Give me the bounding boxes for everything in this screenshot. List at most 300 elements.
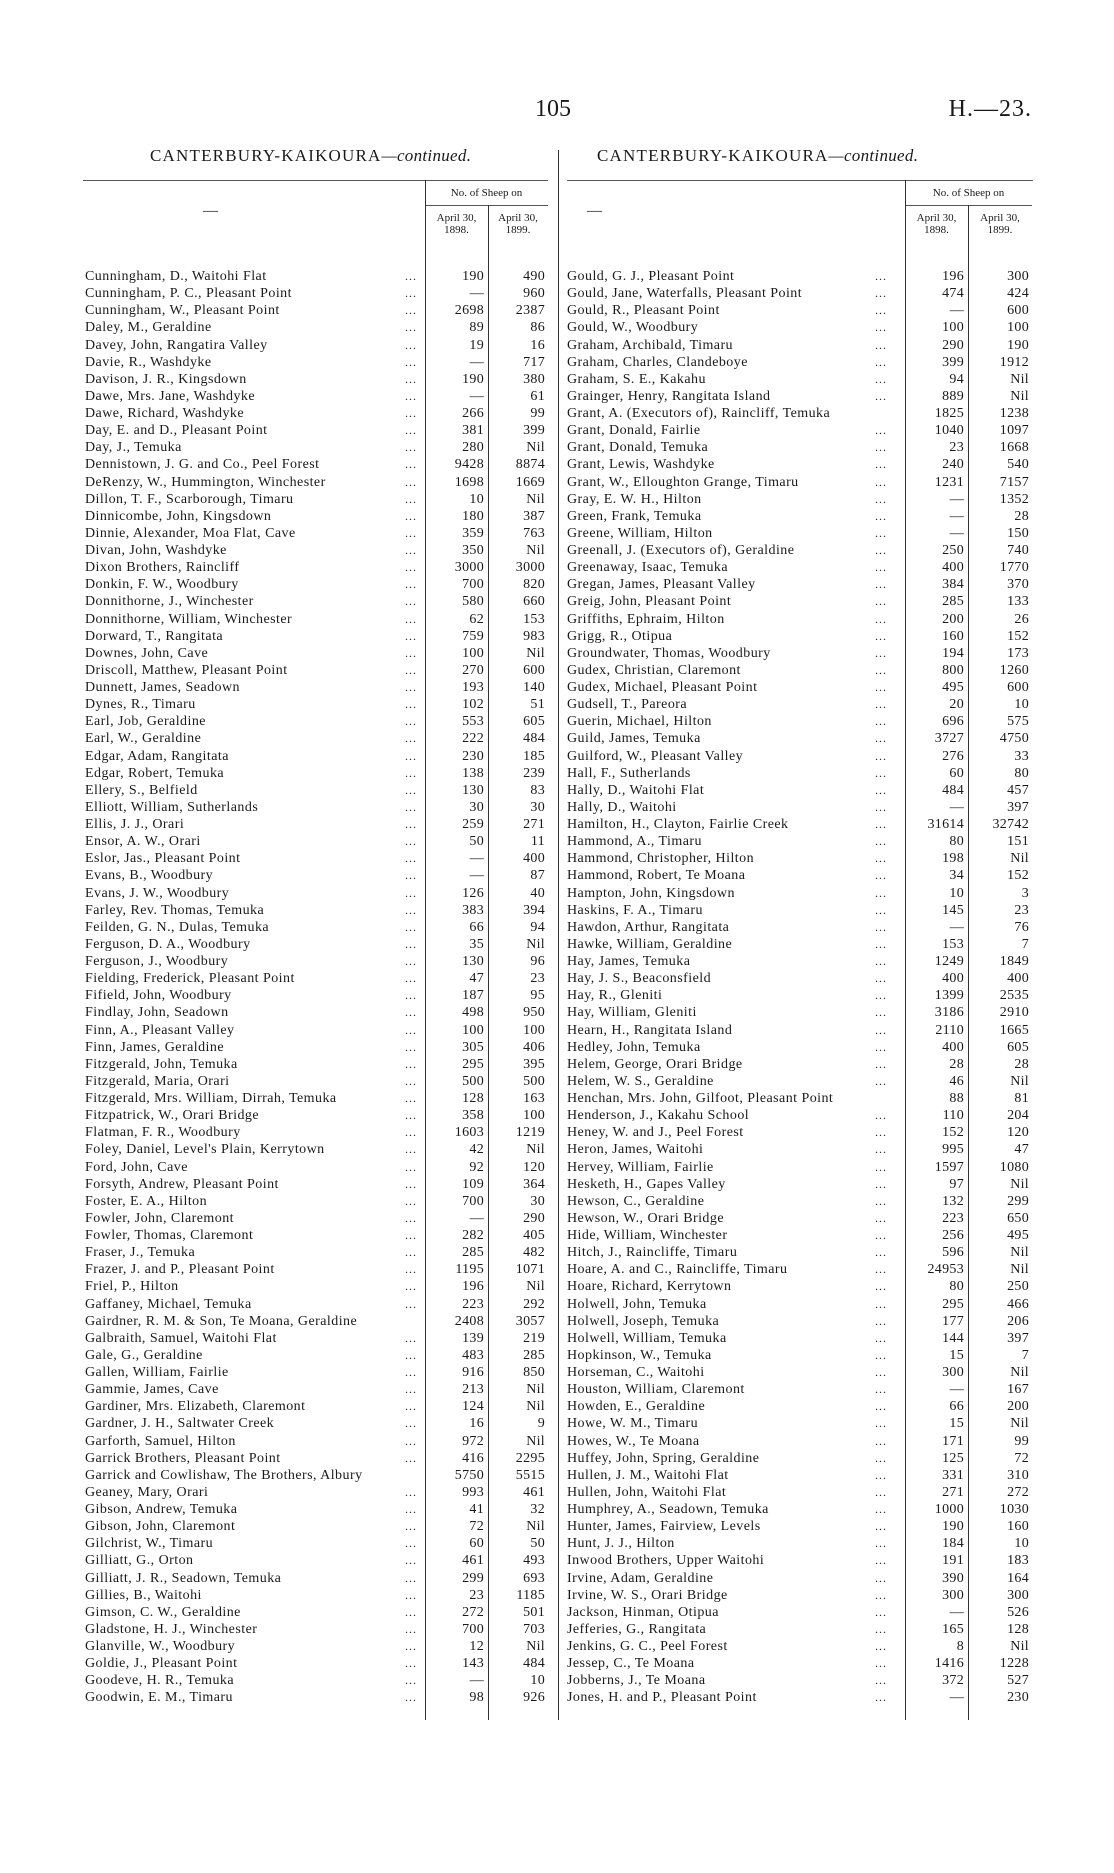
leader-dots: ... bbox=[405, 303, 417, 318]
left-header-rule bbox=[83, 180, 548, 181]
owner-name-location: Helem, W. S., Geraldine bbox=[567, 1073, 714, 1089]
owner-name-location: Jackson, Hinman, Otipua bbox=[567, 1604, 719, 1620]
leader-dots: ... bbox=[875, 1073, 887, 1088]
table-row bbox=[567, 799, 1032, 816]
sheep-count-1898: 223 bbox=[462, 1296, 484, 1312]
table-row bbox=[567, 1313, 1032, 1330]
sheep-count-1899: 153 bbox=[523, 611, 545, 627]
owner-name-location: Greenall, J. (Executors of), Geraldine bbox=[567, 543, 795, 558]
owner-name-location: Gould, R., Pleasant Point bbox=[567, 303, 720, 319]
owner-name-location: Flatman, F. R., Woodbury bbox=[85, 1125, 241, 1141]
owner-name-location: Hammond, Christopher, Hilton bbox=[567, 851, 755, 867]
leader-dots: ... bbox=[405, 936, 417, 951]
owner-name-location: Gould, W., Woodbury bbox=[567, 320, 699, 336]
leader-dots: ... bbox=[405, 645, 417, 660]
sheep-count-1898: 285 bbox=[462, 1245, 484, 1261]
sheep-count-1899: 3057 bbox=[515, 1313, 545, 1329]
sheep-count-1898: 696 bbox=[942, 714, 964, 730]
leader-dots: ... bbox=[405, 1382, 417, 1397]
sheep-count-1899: 83 bbox=[530, 782, 545, 798]
owner-name-location: Groundwater, Thomas, Woodbury bbox=[567, 645, 771, 661]
table-row bbox=[85, 1159, 548, 1176]
owner-name-location: Hoare, A. and C., Raincliffe, Timaru bbox=[567, 1262, 788, 1278]
leader-dots: ... bbox=[405, 885, 417, 900]
table-row bbox=[567, 1039, 1032, 1056]
table-row bbox=[567, 1176, 1032, 1193]
owner-name-location: Cunningham, D., Waitohi Flat bbox=[85, 269, 267, 284]
owner-name-location: Graham, Archibald, Timaru bbox=[567, 337, 734, 353]
left-column-header-year: 1899. bbox=[505, 224, 531, 236]
table-row bbox=[85, 1176, 548, 1193]
sheep-count-1898: — bbox=[949, 1382, 964, 1398]
sheep-count-1899: 1228 bbox=[999, 1656, 1029, 1672]
table-row bbox=[85, 1535, 548, 1552]
owner-name-location: Dunnett, James, Seadown bbox=[85, 680, 240, 695]
sheep-count-1898: 2408 bbox=[454, 1313, 484, 1329]
sheep-count-1898: 290 bbox=[942, 337, 964, 353]
table-row bbox=[567, 1278, 1032, 1295]
owner-name-location: Hally, D., Waitohi Flat bbox=[567, 782, 705, 798]
owner-name-location: Dawe, Richard, Washdyke bbox=[85, 406, 245, 421]
table-row bbox=[567, 1107, 1032, 1124]
sheep-count-1898: 198 bbox=[942, 851, 964, 867]
owner-name-location: Grant, Donald, Fairlie bbox=[567, 423, 701, 439]
sheep-count-1898: 759 bbox=[462, 628, 484, 644]
sheep-count-1899: 960 bbox=[523, 286, 545, 302]
owner-name-location: Garrick Brothers, Pleasant Point bbox=[85, 1450, 281, 1466]
owner-name-location: Gould, Jane, Waterfalls, Pleasant Point bbox=[567, 286, 803, 302]
table-row bbox=[567, 1004, 1032, 1021]
left-column-header-date: April 30, bbox=[498, 212, 538, 224]
sheep-count-1899: 703 bbox=[523, 1621, 545, 1637]
sheep-count-1898: 194 bbox=[942, 645, 964, 661]
owner-name-location: Jessep, C., Te Moana bbox=[567, 1656, 695, 1672]
sheep-count-1899: 100 bbox=[523, 1108, 545, 1124]
sheep-count-1899: 527 bbox=[1007, 1673, 1029, 1689]
table-row bbox=[85, 1604, 548, 1621]
owner-name-location: Gibson, Andrew, Temuka bbox=[85, 1502, 238, 1517]
table-row bbox=[85, 902, 548, 919]
sheep-count-1898: 213 bbox=[462, 1382, 484, 1398]
sheep-count-1898: 381 bbox=[462, 423, 484, 439]
sheep-count-1898: 5750 bbox=[454, 1467, 484, 1483]
sheep-count-1898: 110 bbox=[942, 1108, 964, 1124]
table-row bbox=[567, 782, 1032, 799]
table-row bbox=[85, 1244, 548, 1261]
owner-name-location: Gillies, B., Waitohi bbox=[85, 1587, 202, 1603]
leader-dots: ... bbox=[875, 662, 887, 677]
sheep-count-1898: 889 bbox=[942, 388, 964, 404]
leader-dots: ... bbox=[875, 765, 887, 780]
owner-name-location: Green, Frank, Temuka bbox=[567, 508, 702, 524]
table-row bbox=[567, 765, 1032, 782]
leader-dots: ... bbox=[405, 1690, 417, 1705]
sheep-count-1898: 80 bbox=[949, 1279, 964, 1295]
leader-dots: ... bbox=[875, 1604, 887, 1619]
leader-dots: ... bbox=[405, 406, 417, 420]
right-name-column-header: — bbox=[587, 203, 602, 219]
sheep-count-1898: 50 bbox=[469, 834, 484, 850]
table-row bbox=[567, 953, 1032, 970]
sheep-count-1898: 190 bbox=[942, 1519, 964, 1535]
sheep-count-1899: 500 bbox=[523, 1073, 545, 1089]
owner-name-location: Hesketh, H., Gapes Valley bbox=[567, 1176, 726, 1192]
leader-dots: ... bbox=[875, 680, 887, 694]
table-row bbox=[567, 987, 1032, 1004]
owner-name-location: Findlay, John, Seadown bbox=[85, 1005, 229, 1021]
sheep-count-1898: 272 bbox=[462, 1604, 484, 1620]
sheep-count-1899: 96 bbox=[530, 954, 545, 969]
owner-name-location: Earl, Job, Geraldine bbox=[85, 714, 206, 730]
sheep-count-1899: 3 bbox=[1021, 885, 1029, 901]
sheep-count-1898: 916 bbox=[462, 1365, 484, 1380]
sheep-count-1899: 605 bbox=[523, 714, 545, 730]
owner-name-location: Evans, B., Woodbury bbox=[85, 868, 214, 884]
leader-dots: ... bbox=[405, 1073, 417, 1088]
table-row bbox=[567, 1330, 1032, 1347]
sheep-count-1899: 395 bbox=[523, 1056, 545, 1072]
table-row bbox=[85, 576, 548, 593]
owner-name-location: Howes, W., Te Moana bbox=[567, 1433, 700, 1449]
table-row bbox=[85, 645, 548, 662]
owner-name-location: Hawdon, Arthur, Rangitata bbox=[567, 919, 730, 935]
leader-dots: ... bbox=[405, 1502, 417, 1516]
sheep-count-1898: 3727 bbox=[934, 731, 964, 747]
table-row bbox=[85, 1073, 548, 1090]
leader-dots: ... bbox=[875, 474, 887, 489]
sheep-count-1899: 3000 bbox=[515, 560, 545, 576]
sheep-count-1899: Nil bbox=[1010, 371, 1029, 387]
owner-name-location: Davey, John, Rangatira Valley bbox=[85, 337, 268, 353]
sheep-count-1898: 184 bbox=[942, 1536, 964, 1552]
sheep-count-1898: 60 bbox=[949, 765, 964, 781]
table-row bbox=[567, 285, 1032, 302]
leader-dots: ... bbox=[875, 286, 887, 301]
owner-name-location: Hedley, John, Temuka bbox=[567, 1039, 701, 1055]
sheep-count-1898: — bbox=[949, 799, 964, 815]
sheep-count-1898: 271 bbox=[942, 1484, 964, 1500]
owner-name-location: Ensor, A. W., Orari bbox=[85, 834, 201, 850]
sheep-count-1898: 331 bbox=[942, 1467, 964, 1483]
table-row bbox=[85, 439, 548, 456]
sheep-count-1899: 80 bbox=[1014, 765, 1029, 781]
owner-name-location: Garforth, Samuel, Hilton bbox=[85, 1433, 236, 1449]
sheep-count-1899: 76 bbox=[1014, 919, 1029, 935]
sheep-count-1898: 200 bbox=[942, 611, 964, 627]
left-title-text: CANTERBURY-KAIKOURA bbox=[150, 146, 382, 165]
leader-dots: ... bbox=[405, 1176, 417, 1191]
sheep-count-1898: — bbox=[949, 491, 964, 507]
sheep-count-1898: 2698 bbox=[454, 303, 484, 319]
sheep-count-1898: 1698 bbox=[454, 474, 484, 490]
leader-dots: ... bbox=[405, 731, 417, 746]
table-row bbox=[85, 388, 548, 405]
sheep-count-1899: 7 bbox=[1021, 1347, 1029, 1363]
table-row bbox=[567, 1672, 1032, 1689]
leader-dots: ... bbox=[875, 1570, 887, 1585]
sheep-count-1899: Nil bbox=[526, 645, 545, 661]
table-row bbox=[567, 1570, 1032, 1587]
sheep-count-1898: 1231 bbox=[934, 474, 964, 490]
owner-name-location: Griffiths, Ephraim, Hilton bbox=[567, 611, 725, 627]
sheep-count-1898: 15 bbox=[949, 1416, 964, 1432]
right-column-header-year: 1898. bbox=[924, 224, 949, 236]
owner-name-location: Greenaway, Isaac, Temuka bbox=[567, 560, 729, 576]
sheep-count-1899: Nil bbox=[526, 1142, 545, 1158]
owner-name-location: Fielding, Frederick, Pleasant Point bbox=[85, 971, 295, 987]
leader-dots: ... bbox=[405, 971, 417, 986]
leader-dots: ... bbox=[875, 1347, 887, 1362]
owner-name-location: Feilden, G. N., Dulas, Temuka bbox=[85, 919, 270, 935]
owner-name-location: Ford, John, Cave bbox=[85, 1159, 188, 1175]
table-row bbox=[85, 1039, 548, 1056]
owner-name-location: Gairdner, R. M. & Son, Te Moana, Geraldine bbox=[85, 1313, 358, 1329]
sheep-count-1898: 400 bbox=[942, 560, 964, 576]
leader-dots: ... bbox=[875, 1056, 887, 1071]
owner-name-location: Gimson, C. W., Geraldine bbox=[85, 1604, 241, 1620]
sheep-count-1898: 256 bbox=[942, 1228, 964, 1243]
sheep-count-1898: 270 bbox=[462, 662, 484, 678]
sheep-count-1898: 10 bbox=[469, 491, 484, 507]
table-row bbox=[567, 388, 1032, 405]
sheep-count-1898: 130 bbox=[462, 782, 484, 798]
owner-name-location: Gould, G. J., Pleasant Point bbox=[567, 269, 735, 284]
table-row bbox=[85, 1638, 548, 1655]
leader-dots: ... bbox=[405, 1553, 417, 1568]
table-row bbox=[567, 1552, 1032, 1569]
owner-name-location: Eslor, Jas., Pleasant Point bbox=[85, 851, 241, 867]
sheep-count-1899: 200 bbox=[1007, 1399, 1029, 1415]
sheep-count-1899: 94 bbox=[530, 919, 545, 935]
leader-dots: ... bbox=[875, 337, 887, 352]
sheep-count-1899: 1238 bbox=[999, 406, 1029, 421]
leader-dots: ... bbox=[405, 628, 417, 643]
table-row bbox=[85, 1193, 548, 1210]
leader-dots: ... bbox=[875, 594, 887, 609]
sheep-count-1899: 364 bbox=[523, 1176, 545, 1192]
sheep-count-1898: 400 bbox=[942, 1039, 964, 1055]
sheep-count-1898: 66 bbox=[949, 1399, 964, 1415]
leader-dots: ... bbox=[875, 902, 887, 917]
leader-dots: ... bbox=[875, 731, 887, 746]
table-row bbox=[567, 1261, 1032, 1278]
leader-dots: ... bbox=[875, 1656, 887, 1671]
sheep-count-1898: 372 bbox=[942, 1673, 964, 1689]
leader-dots: ... bbox=[405, 1262, 417, 1277]
sheep-count-1899: Nil bbox=[526, 543, 545, 558]
owner-name-location: Grainger, Henry, Rangitata Island bbox=[567, 388, 771, 404]
table-row bbox=[85, 1689, 548, 1706]
owner-name-location: Grant, W., Elloughton Grange, Timaru bbox=[567, 474, 799, 490]
table-row bbox=[567, 628, 1032, 645]
owner-name-location: Hampton, John, Kingsdown bbox=[567, 885, 735, 901]
owner-name-location: Earl, W., Geraldine bbox=[85, 731, 202, 747]
left-table-body bbox=[85, 268, 548, 1707]
owner-name-location: Jobberns, J., Te Moana bbox=[567, 1673, 706, 1689]
sheep-count-1899: 650 bbox=[1007, 1210, 1029, 1226]
leader-dots: ... bbox=[875, 508, 887, 523]
sheep-count-1898: 130 bbox=[462, 954, 484, 969]
leader-dots: ... bbox=[875, 1433, 887, 1448]
leader-dots: ... bbox=[875, 1519, 887, 1534]
owner-name-location: Dawe, Mrs. Jane, Washdyke bbox=[85, 388, 256, 404]
leader-dots: ... bbox=[875, 936, 887, 951]
leader-dots: ... bbox=[875, 851, 887, 866]
owner-name-location: Hall, F., Sutherlands bbox=[567, 765, 691, 781]
leader-dots: ... bbox=[875, 799, 887, 814]
table-row bbox=[85, 1450, 548, 1467]
sheep-count-1898: 42 bbox=[469, 1142, 484, 1158]
sheep-count-1899: 190 bbox=[1007, 337, 1029, 353]
sheep-count-1899: 100 bbox=[1007, 320, 1029, 336]
table-row bbox=[567, 302, 1032, 319]
leader-dots: ... bbox=[405, 662, 417, 677]
owner-name-location: Gallen, William, Fairlie bbox=[85, 1365, 229, 1380]
sheep-count-1898: 416 bbox=[462, 1450, 484, 1466]
sheep-count-1899: 299 bbox=[1007, 1193, 1029, 1209]
table-row bbox=[85, 679, 548, 696]
sheep-count-1898: 62 bbox=[469, 611, 484, 627]
owner-name-location: Hervey, William, Fairlie bbox=[567, 1159, 714, 1175]
owner-name-location: Day, E. and D., Pleasant Point bbox=[85, 423, 268, 439]
owner-name-location: Gudex, Michael, Pleasant Point bbox=[567, 680, 758, 695]
table-row bbox=[85, 1398, 548, 1415]
table-row bbox=[85, 628, 548, 645]
sheep-count-1898: 80 bbox=[949, 834, 964, 850]
table-row bbox=[567, 593, 1032, 610]
owner-name-location: Cunningham, W., Pleasant Point bbox=[85, 303, 280, 319]
leader-dots: ... bbox=[875, 1467, 887, 1482]
owner-name-location: Gibson, John, Claremont bbox=[85, 1519, 236, 1535]
sheep-count-1899: 10 bbox=[1014, 697, 1029, 713]
sheep-count-1899: 1770 bbox=[999, 560, 1029, 576]
sheep-count-1898: 160 bbox=[942, 628, 964, 644]
sheep-count-1899: 490 bbox=[523, 269, 545, 284]
owner-name-location: Day, J., Temuka bbox=[85, 440, 182, 456]
owner-name-location: Divan, John, Washdyke bbox=[85, 543, 227, 558]
sheep-count-1899: 1071 bbox=[515, 1262, 545, 1278]
sheep-count-1899: 600 bbox=[1007, 680, 1029, 695]
owner-name-location: Inwood Brothers, Upper Waitohi bbox=[567, 1553, 765, 1569]
leader-dots: ... bbox=[875, 388, 887, 403]
sheep-count-1899: 397 bbox=[1007, 1330, 1029, 1346]
sheep-count-1899: Nil bbox=[526, 1433, 545, 1449]
sheep-count-1898: 20 bbox=[949, 697, 964, 713]
table-row bbox=[85, 302, 548, 319]
sheep-count-1899: 100 bbox=[523, 1022, 545, 1038]
leader-dots: ... bbox=[875, 954, 887, 968]
sheep-count-1899: 219 bbox=[523, 1330, 545, 1346]
owner-name-location: Fraser, J., Temuka bbox=[85, 1245, 196, 1261]
sheep-count-1899: 387 bbox=[523, 508, 545, 524]
owner-name-location: Foley, Daniel, Level's Plain, Kerrytown bbox=[85, 1142, 325, 1158]
owner-name-location: Edgar, Adam, Rangitata bbox=[85, 748, 229, 764]
leader-dots: ... bbox=[405, 354, 417, 369]
right-column-header-1898 bbox=[905, 212, 968, 236]
leader-dots: ... bbox=[405, 286, 417, 301]
sheep-count-1898: 700 bbox=[462, 1193, 484, 1209]
owner-name-location: Gilliatt, J. R., Seadown, Temuka bbox=[85, 1570, 282, 1586]
table-row bbox=[567, 559, 1032, 576]
leader-dots: ... bbox=[405, 1365, 417, 1379]
owner-name-location: Huffey, John, Spring, Geraldine bbox=[567, 1450, 760, 1466]
right-table-body bbox=[567, 268, 1032, 1707]
owner-name-location: Hammond, A., Timaru bbox=[567, 834, 702, 850]
table-row bbox=[567, 1484, 1032, 1501]
sheep-count-1898: 1597 bbox=[934, 1159, 964, 1175]
owner-name-location: Gaffaney, Michael, Temuka bbox=[85, 1296, 252, 1312]
table-row bbox=[567, 1210, 1032, 1227]
sheep-count-1898: 88 bbox=[949, 1091, 964, 1106]
sheep-count-1898: 144 bbox=[942, 1330, 964, 1346]
table-row bbox=[85, 662, 548, 679]
table-row bbox=[567, 422, 1032, 439]
owner-name-location: Hunter, James, Fairview, Levels bbox=[567, 1519, 761, 1535]
table-row bbox=[85, 1655, 548, 1672]
sheep-count-1899: 693 bbox=[523, 1570, 545, 1586]
owner-name-location: Henchan, Mrs. John, Gilfoot, Pleasant Point bbox=[567, 1091, 834, 1106]
sheep-count-1898: 1603 bbox=[454, 1125, 484, 1141]
sheep-count-1898: 700 bbox=[462, 1621, 484, 1637]
table-row bbox=[85, 1107, 548, 1124]
table-row bbox=[567, 1022, 1032, 1039]
leader-dots: ... bbox=[405, 1519, 417, 1534]
left-column-header-year: 1898. bbox=[444, 224, 469, 236]
sheep-count-1899: 405 bbox=[523, 1228, 545, 1243]
leader-dots: ... bbox=[875, 440, 887, 455]
owner-name-location: Hitch, J., Raincliffe, Timaru bbox=[567, 1245, 738, 1261]
table-row bbox=[567, 439, 1032, 456]
leader-dots: ... bbox=[405, 1484, 417, 1499]
owner-name-location: Gale, G., Geraldine bbox=[85, 1347, 203, 1363]
sheep-count-1899: 495 bbox=[1007, 1228, 1029, 1243]
owner-name-location: Hay, William, Gleniti bbox=[567, 1005, 697, 1021]
table-row bbox=[85, 1501, 548, 1518]
sheep-count-1899: 400 bbox=[523, 851, 545, 867]
sheep-count-1899: 32742 bbox=[992, 817, 1029, 832]
sheep-count-1899: 740 bbox=[1007, 543, 1029, 558]
sheep-count-1898: 8 bbox=[956, 1639, 964, 1654]
sheep-count-1898: 1825 bbox=[934, 406, 964, 421]
sheep-count-1899: 394 bbox=[523, 902, 545, 918]
leader-dots: ... bbox=[875, 1690, 887, 1705]
table-row bbox=[85, 1364, 548, 1381]
sheep-count-1899: 850 bbox=[523, 1365, 545, 1380]
leader-dots: ... bbox=[875, 782, 887, 797]
sheep-count-1898: 35 bbox=[469, 936, 484, 952]
owner-name-location: Irvine, W. S., Orari Bridge bbox=[567, 1587, 728, 1603]
owner-name-location: Fitzgerald, Mrs. William, Dirrah, Temuka bbox=[85, 1091, 337, 1106]
leader-dots: ... bbox=[875, 1450, 887, 1465]
sheep-count-1898: — bbox=[949, 508, 964, 524]
sheep-count-1898: 500 bbox=[462, 1073, 484, 1089]
sheep-count-1898: 31614 bbox=[927, 817, 964, 832]
sheep-count-1899: 133 bbox=[1007, 594, 1029, 610]
sheep-count-1898: 299 bbox=[462, 1570, 484, 1586]
owner-name-location: Houston, William, Claremont bbox=[567, 1382, 745, 1398]
owner-name-location: Hearn, H., Rangitata Island bbox=[567, 1022, 733, 1038]
sheep-count-1898: 132 bbox=[942, 1193, 964, 1209]
owner-name-location: Dixon Brothers, Raincliff bbox=[85, 560, 240, 576]
leader-dots: ... bbox=[405, 1621, 417, 1636]
sheep-count-1899: 120 bbox=[1007, 1125, 1029, 1141]
leader-dots: ... bbox=[405, 1125, 417, 1140]
owner-name-location: Dillon, T. F., Scarborough, Timaru bbox=[85, 491, 294, 507]
sheep-count-1899: 717 bbox=[523, 354, 545, 370]
sheep-count-1899: 526 bbox=[1007, 1604, 1029, 1620]
owner-name-location: Goodeve, H. R., Temuka bbox=[85, 1673, 235, 1689]
sheep-count-1899: 47 bbox=[1014, 1142, 1029, 1158]
